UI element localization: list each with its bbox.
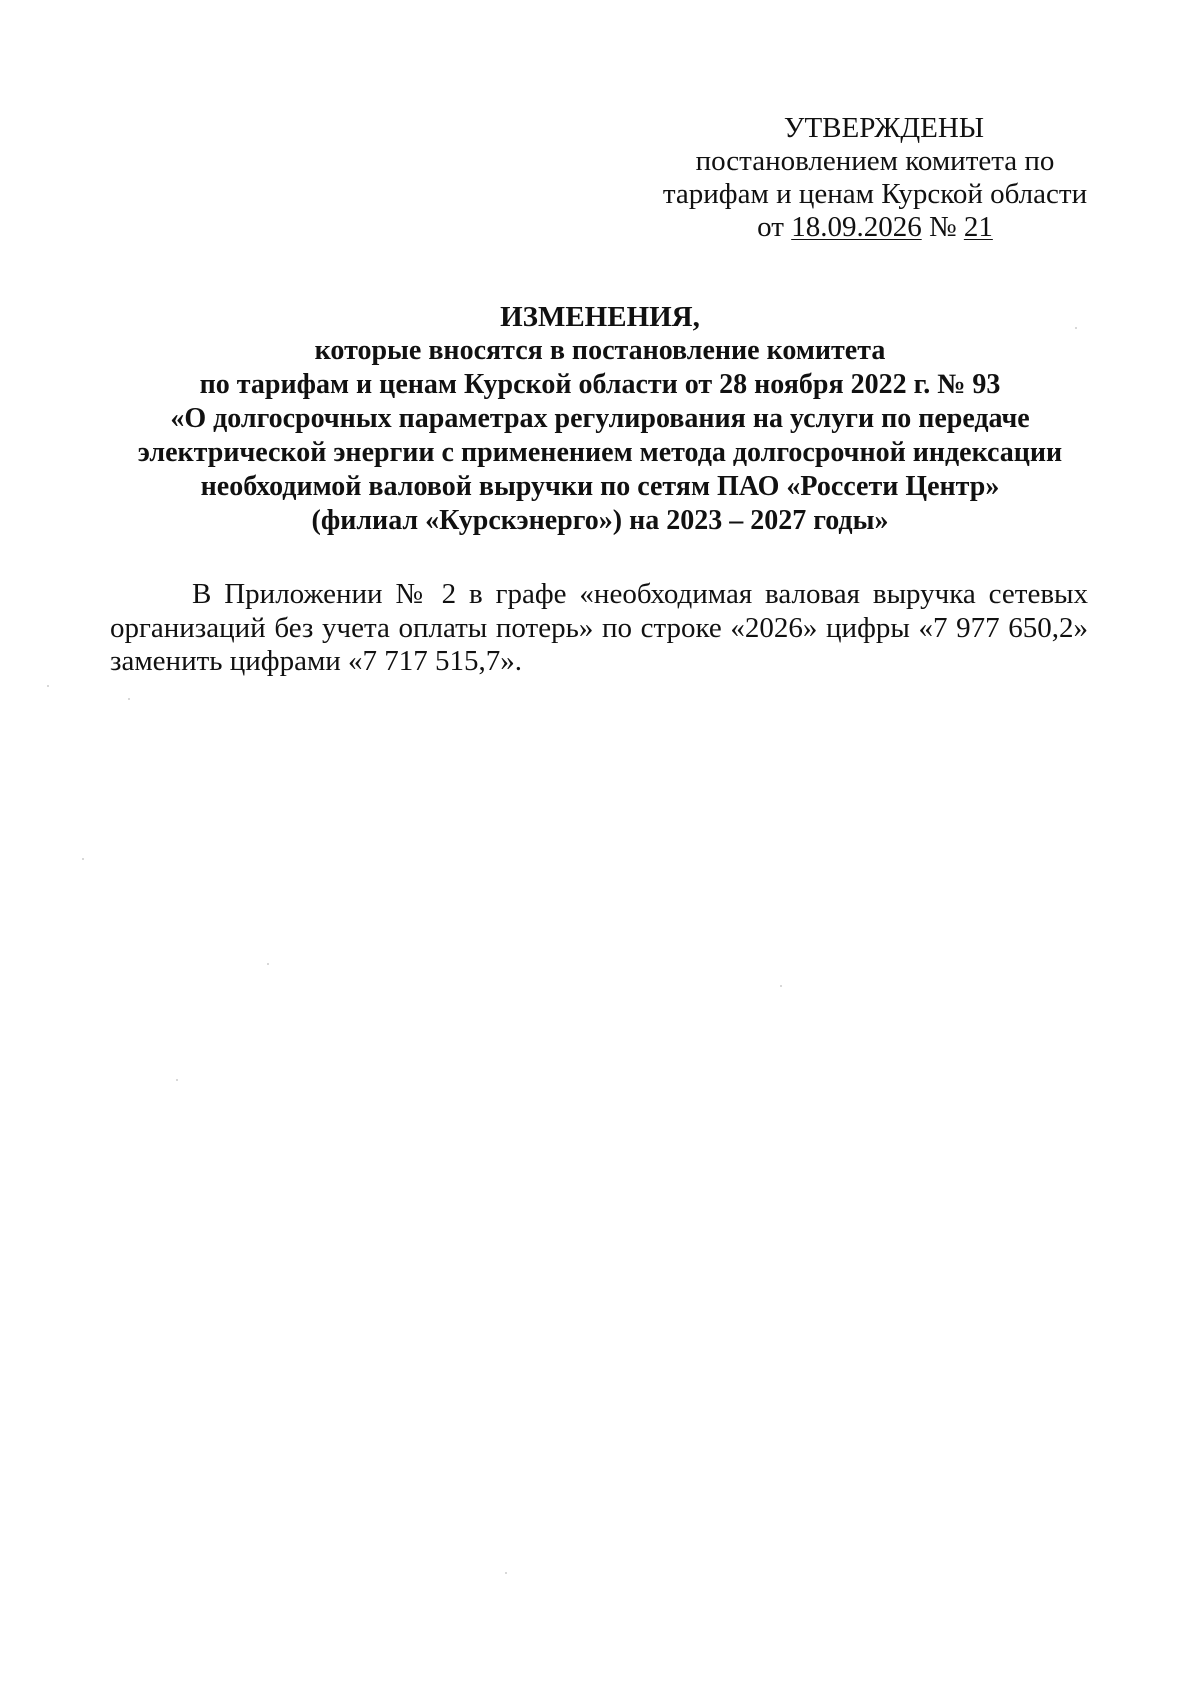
title-line: электрической энергии с применением метода долгосрочной индексации	[137, 437, 1063, 468]
title-line: по тарифам и ценам Курской области от 28 ноября 2022 г. № 93	[199, 369, 1001, 400]
title-main: ИЗМЕНЕНИЯ,	[500, 301, 700, 333]
approval-line-2: тарифам и ценам Курской области	[662, 178, 1088, 210]
scan-speck	[176, 1079, 178, 1081]
title-line: необходимой валовой выручки по сетям ПАО «Россети Центр»	[200, 471, 1000, 502]
number-prefix: №	[928, 211, 957, 243]
approval-date-line	[655, 211, 1095, 244]
scan-speck	[267, 963, 269, 965]
approval-heading: УТВЕРЖДЕНЫ	[783, 112, 985, 144]
approval-date: 18.09.2026	[791, 211, 922, 243]
date-prefix: от	[757, 211, 784, 243]
scan-speck	[82, 858, 84, 860]
scan-speck	[47, 685, 49, 687]
title-line: которые вносятся в постановление комитета	[314, 335, 886, 366]
scan-speck	[505, 1572, 507, 1574]
scan-speck	[128, 698, 130, 700]
approval-block	[655, 112, 1095, 244]
title-line: «О долгосрочных параметрах регулирования на услуги по передаче	[170, 403, 1030, 434]
document-title	[110, 300, 1090, 538]
scan-speck	[780, 985, 782, 987]
approval-number: 21	[963, 211, 993, 243]
approval-line-1: постановлением комитета по	[695, 145, 1055, 177]
title-line: (филиал «Курскэнерго») на 2023 – 2027 годы»	[311, 505, 889, 536]
body-paragraph: В Приложении № 2 в графе «необходимая валовая выручка сетевых организаций без учета оплаты потерь» по строке «2026» цифры «7 977 650,2» заменить цифрами «7 717 515,7».	[110, 578, 1088, 677]
scan-speck	[1075, 327, 1077, 329]
